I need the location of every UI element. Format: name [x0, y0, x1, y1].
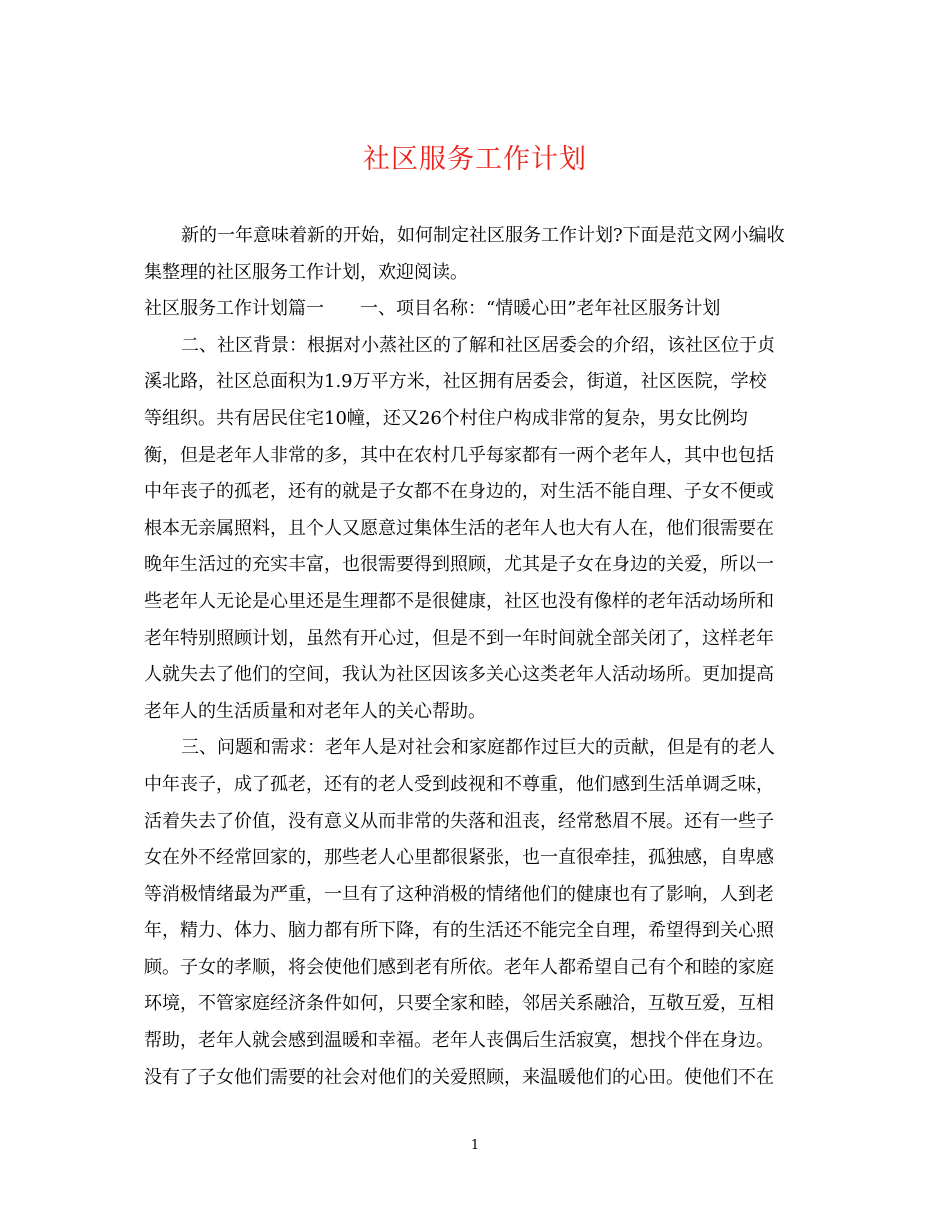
- text-line: 女在外不经常回家的，那些老人心里都很紧张，也一直很牵挂，孤独感，自卑感: [144, 847, 774, 869]
- text-line: 根本无亲属照料，且个人又愿意过集体生活的老年人也大有人在，他们很需要在: [144, 517, 774, 539]
- text-line: 三、问题和需求：老年人是对社会和家庭都作过巨大的贡献，但是有的老人: [181, 737, 775, 759]
- text-line: 人就失去了他们的空间，我认为社区因该多关心这类老年人活动场所。更加提高: [144, 664, 774, 686]
- text-line: 些老年人无论是心里还是生理都不是很健康，社区也没有像样的老年活动场所和: [144, 590, 774, 612]
- text-line: 晚年生活过的充实丰富，也很需要得到照顾，尤其是子女在身边的关爱，所以一: [144, 554, 774, 576]
- text-line: 二、社区背景：根据对小蒸社区的了解和社区居委会的介绍，该社区位于贞: [181, 334, 775, 356]
- text-line: 新的一年意味着新的开始，如何制定社区服务工作计划?下面是范文网小编收: [181, 225, 785, 246]
- text-line: 老年人的生活质量和对老年人的关心帮助。: [144, 700, 486, 722]
- text-line: 中年丧子，成了孤老，还有的老人受到歧视和不尊重，他们感到生活单调乏味，: [144, 773, 774, 795]
- text-line: 顾。子女的孝顺，将会使他们感到老有所依。老年人都希望自己有个和睦的家庭: [144, 956, 774, 978]
- text-line: 帮助，老年人就会感到温暖和幸福。老年人丧偶后生活寂寞，想找个伴在身边。: [144, 1030, 774, 1052]
- document-title: 社区服务工作计划: [363, 144, 587, 175]
- text-line: 老年特别照顾计划，虽然有开心过，但是不到一年时间就全部关闭了，这样老年: [144, 627, 774, 649]
- text-line: 环境，不管家庭经济条件如何，只要全家和睦，邻居关系融洽，互敬互爱，互相: [144, 993, 774, 1015]
- text-line: 等组织。共有居民住宅10幢，还又26个村住户构成非常的复杂，男女比例均: [144, 407, 748, 429]
- text-line: 等消极情绪最为严重，一旦有了这种消极的情绪他们的健康也有了影响，人到老: [144, 883, 774, 905]
- text-line: 溪北路，社区总面积为1.9万平方米，社区拥有居委会，街道，社区医院，学校: [144, 371, 767, 393]
- document-body: [144, 218, 806, 1096]
- text-line: 活着失去了价值，没有意义从而非常的失落和沮丧，经常愁眉不展。还有一些子: [144, 810, 774, 832]
- text-line: 年，精力、体力、脑力都有所下降，有的生活还不能完全自理，希望得到关心照: [144, 920, 774, 942]
- text-line: 衡，但是老年人非常的多，其中在农村几乎每家都有一两个老年人，其中也包括: [144, 444, 774, 466]
- text-line: 没有了子女他们需要的社会对他们的关爱照顾，来温暖他们的心田。使他们不在: [144, 1066, 774, 1088]
- page-number: 1: [470, 1138, 480, 1153]
- text-line: 中年丧子的孤老，还有的就是子女都不在身边的，对生活不能自理、子女不便或: [144, 481, 774, 503]
- text-line: 社区服务工作计划篇一 一、项目名称：“情暖心田”老年社区服务计划: [144, 298, 721, 320]
- text-line: 集整理的社区服务工作计划，欢迎阅读。: [144, 261, 468, 283]
